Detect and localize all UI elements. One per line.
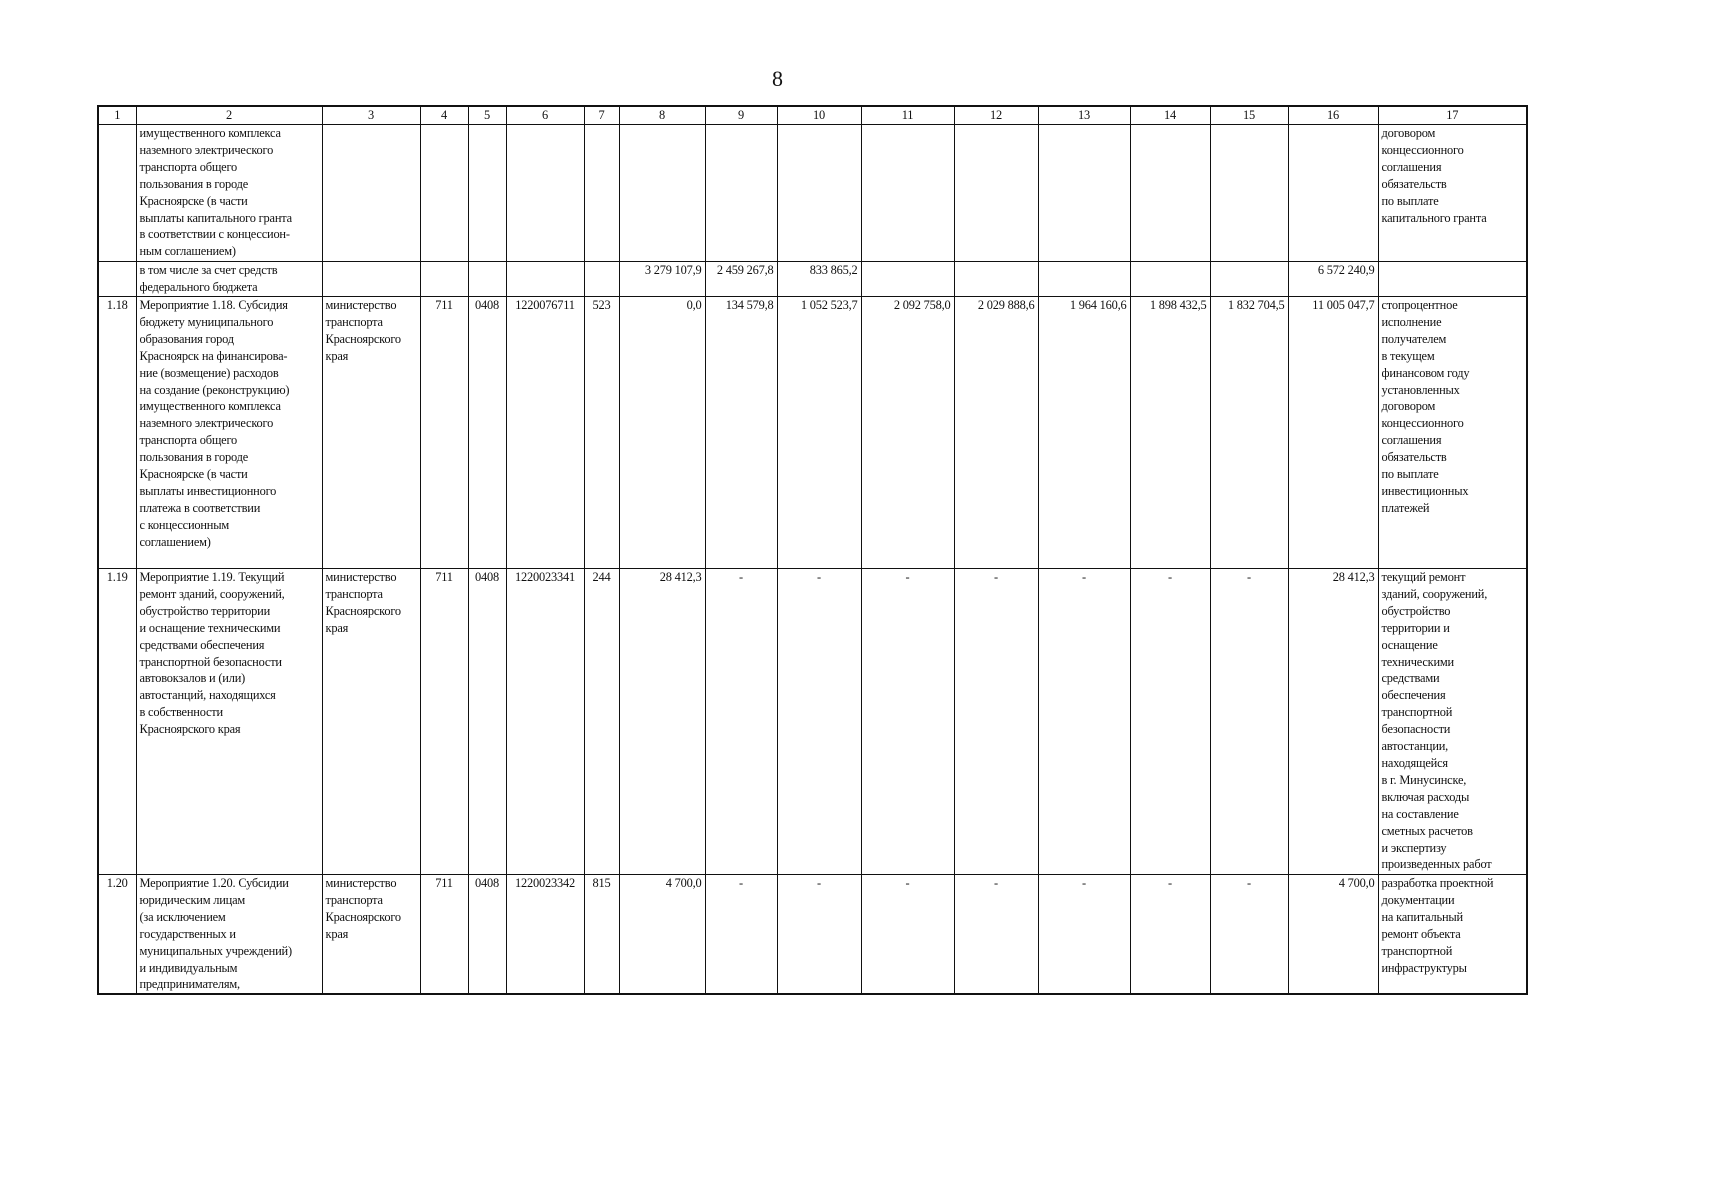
section-code-cell: 0408 (468, 569, 506, 875)
responsible-cell (322, 262, 420, 297)
amount-cell: - (1130, 569, 1210, 875)
target-article-cell (506, 262, 584, 297)
column-header: 9 (705, 106, 777, 125)
table-row (98, 569, 1527, 875)
amount-cell: - (954, 569, 1038, 875)
result-cell: разработка проектной документации на капитальный ремонт объекта транспортной инфраструктуры (1378, 875, 1527, 995)
amount-cell (619, 125, 705, 262)
column-header: 5 (468, 106, 506, 125)
result-cell: стопроцентное исполнение получателем в текущем финансовом году установленных договором концессионного соглашения обязательств по выплате инвестиционных платежей (1378, 297, 1527, 569)
column-header: 14 (1130, 106, 1210, 125)
amount-cell: 1 898 432,5 (1130, 297, 1210, 569)
row-number-cell: 1.19 (98, 569, 136, 875)
amount-cell: - (861, 569, 954, 875)
row-number-cell: 1.18 (98, 297, 136, 569)
amount-cell (1038, 262, 1130, 297)
section-code-cell (468, 125, 506, 262)
responsible-cell: министерство транспорта Красноярского края (322, 297, 420, 569)
amount-cell (705, 125, 777, 262)
total-cell: 11 005 047,7 (1288, 297, 1378, 569)
amount-cell (1130, 262, 1210, 297)
amount-cell (1210, 262, 1288, 297)
section-code-cell (468, 262, 506, 297)
amount-cell (861, 125, 954, 262)
row-number-cell (98, 125, 136, 262)
total-cell (1288, 125, 1378, 262)
amount-cell: 833 865,2 (777, 262, 861, 297)
column-header: 3 (322, 106, 420, 125)
result-cell: договором концессионного соглашения обязательств по выплате капитального гранта (1378, 125, 1527, 262)
amount-cell: 134 579,8 (705, 297, 777, 569)
grbs-code-cell: 711 (420, 297, 468, 569)
amount-cell: 3 279 107,9 (619, 262, 705, 297)
column-header: 16 (1288, 106, 1378, 125)
responsible-cell: министерство транспорта Красноярского края (322, 569, 420, 875)
amount-cell: 1 052 523,7 (777, 297, 861, 569)
amount-cell: - (777, 875, 861, 995)
amount-cell: - (1210, 875, 1288, 995)
amount-cell: 28 412,3 (619, 569, 705, 875)
total-cell: 28 412,3 (1288, 569, 1378, 875)
activity-name-cell: Мероприятие 1.18. Субсидия бюджету муниципального образования город Красноярск на финансирова- ние (возмещение) расходов на создание (реконструкцию) имущественного комплекса наземного электрического транспорта общего пользования в городе Красноярске (в части выплаты инвестиционного платежа в соответствии с концессионным соглашением) (136, 297, 322, 569)
amount-cell (954, 125, 1038, 262)
amount-cell: - (954, 875, 1038, 995)
amount-cell: 2 459 267,8 (705, 262, 777, 297)
section-code-cell: 0408 (468, 875, 506, 995)
grbs-code-cell: 711 (420, 569, 468, 875)
expense-type-cell: 523 (584, 297, 619, 569)
column-number-header-row (98, 106, 1527, 125)
total-cell: 4 700,0 (1288, 875, 1378, 995)
amount-cell: - (861, 875, 954, 995)
amount-cell: - (1210, 569, 1288, 875)
amount-cell: - (705, 875, 777, 995)
result-cell: текущий ремонт зданий, сооружений, обустройство территории и оснащение техническими средствами обеспечения транспортной безопасности автостанции, находящейся в г. Минусинске, включая расходы на составление сметных расчетов и экспертизу произведенных работ (1378, 569, 1527, 875)
amount-cell: 4 700,0 (619, 875, 705, 995)
amount-cell (1038, 125, 1130, 262)
activity-name-cell: в том числе за счет средств федерального бюджета (136, 262, 322, 297)
column-header: 17 (1378, 106, 1527, 125)
grbs-code-cell (420, 262, 468, 297)
row-number-cell: 1.20 (98, 875, 136, 995)
responsible-cell (322, 125, 420, 262)
table-row (98, 297, 1527, 569)
column-header: 12 (954, 106, 1038, 125)
amount-cell (954, 262, 1038, 297)
grbs-code-cell: 711 (420, 875, 468, 995)
expense-type-cell (584, 262, 619, 297)
amount-cell: 2 092 758,0 (861, 297, 954, 569)
row-number-cell (98, 262, 136, 297)
program-activities-table (97, 105, 1528, 995)
amount-cell (861, 262, 954, 297)
target-article-cell (506, 125, 584, 262)
amount-cell: 1 832 704,5 (1210, 297, 1288, 569)
responsible-cell: министерство транспорта Красноярского края (322, 875, 420, 995)
amount-cell: 1 964 160,6 (1038, 297, 1130, 569)
target-article-cell: 1220076711 (506, 297, 584, 569)
grbs-code-cell (420, 125, 468, 262)
amount-cell: - (777, 569, 861, 875)
column-header: 10 (777, 106, 861, 125)
column-header: 8 (619, 106, 705, 125)
amount-cell (1210, 125, 1288, 262)
amount-cell (777, 125, 861, 262)
table-row (98, 262, 1527, 297)
expense-type-cell (584, 125, 619, 262)
column-header: 6 (506, 106, 584, 125)
table-row (98, 125, 1527, 262)
expense-type-cell: 244 (584, 569, 619, 875)
column-header: 13 (1038, 106, 1130, 125)
amount-cell: 2 029 888,6 (954, 297, 1038, 569)
amount-cell (1130, 125, 1210, 262)
table-row (98, 875, 1527, 995)
column-header: 4 (420, 106, 468, 125)
page-number: 8 (772, 66, 783, 91)
column-header: 15 (1210, 106, 1288, 125)
amount-cell: - (1038, 569, 1130, 875)
column-header: 7 (584, 106, 619, 125)
activity-name-cell: Мероприятие 1.20. Субсидии юридическим лицам (за исключением государственных и муниципальных учреждений) и индивидуальным предпринимателям, (136, 875, 322, 995)
target-article-cell: 1220023342 (506, 875, 584, 995)
section-code-cell: 0408 (468, 297, 506, 569)
amount-cell: - (1130, 875, 1210, 995)
activity-name-cell: Мероприятие 1.19. Текущий ремонт зданий, сооружений, обустройство территории и оснащение техническими средствами обеспечения транспортной безопасности автовокзалов и (или) автостанций, находящихся в собственности Красноярского края (136, 569, 322, 875)
amount-cell: - (705, 569, 777, 875)
amount-cell: - (1038, 875, 1130, 995)
target-article-cell: 1220023341 (506, 569, 584, 875)
expense-type-cell: 815 (584, 875, 619, 995)
total-cell: 6 572 240,9 (1288, 262, 1378, 297)
activity-name-cell: имущественного комплекса наземного электрического транспорта общего пользования в городе Красноярске (в части выплаты капитального гранта в соответствии с концессион- ным соглашением) (136, 125, 322, 262)
amount-cell: 0,0 (619, 297, 705, 569)
result-cell (1378, 262, 1527, 297)
column-header: 2 (136, 106, 322, 125)
column-header: 11 (861, 106, 954, 125)
column-header: 1 (98, 106, 136, 125)
